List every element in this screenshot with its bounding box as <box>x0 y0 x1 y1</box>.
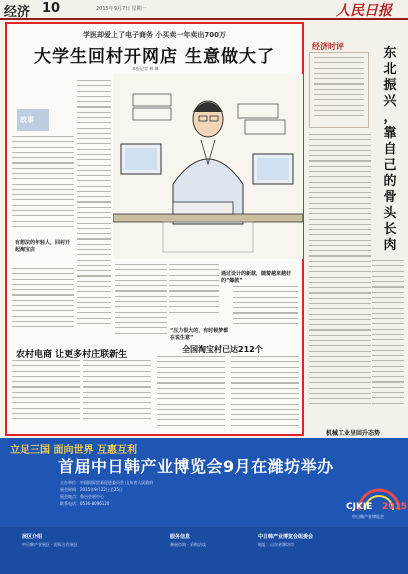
ad-info-block <box>60 480 320 508</box>
vertical-headline <box>378 46 402 254</box>
article-subhead-2: 全国淘宝村已达212个 <box>182 345 263 354</box>
article-byline: 本报记者 林 琳 <box>132 66 159 71</box>
article-text-col-10 <box>231 356 299 436</box>
ad-logo-year: 2015 <box>382 502 408 512</box>
headline-char: 自 <box>383 142 397 157</box>
article-text-col-4 <box>115 264 167 344</box>
side-headline: 机械工业呈回升态势 <box>326 430 381 437</box>
headline-char: 头 <box>383 206 397 221</box>
pull-quote-2: 通过设计的新款，随着越来越好的“爆款” <box>221 271 292 284</box>
ad-logo-subtitle: 中日韩产业博览会 <box>352 514 384 519</box>
ad-logo-text: CJKIE <box>346 502 373 512</box>
headline-char: 东 <box>383 46 397 61</box>
ad-title: 首届中日韩产业博览会9月在潍坊举办 <box>58 457 334 476</box>
article-text-col-6 <box>233 286 298 336</box>
pull-quote-3: “压力很大的，有时候梦都在说生意” <box>170 328 229 341</box>
featured-article-box <box>5 22 304 436</box>
opinion-column-box <box>309 52 369 128</box>
right-text-column <box>309 134 371 424</box>
headline-char: 长 <box>383 222 397 237</box>
article-text-col-1 <box>12 136 74 236</box>
article-text-col-3 <box>12 268 74 338</box>
headline-char: 的 <box>383 174 397 189</box>
headline-char: 靠 <box>383 126 397 141</box>
pull-quote-1: 有想法的年轻人，回村开起淘宝店 <box>15 240 71 253</box>
story-tag-label: 故事 <box>20 116 34 124</box>
article-text-col-5 <box>169 264 219 324</box>
page-number: 10 <box>42 1 61 16</box>
ad-footer-heading: 服务信息 <box>170 534 191 540</box>
article-text-col-2 <box>77 80 111 340</box>
ad-info-line: 联系电话：0536-8096120 <box>60 501 110 506</box>
issue-date: 2015年9月7日 星期一 <box>96 6 147 12</box>
ad-footer-text: 地址：山东省潍坊市 <box>258 542 294 547</box>
headline-char: ， <box>383 110 397 125</box>
article-illustration <box>113 74 303 259</box>
article-text-col-8 <box>83 360 151 430</box>
ad-footer-heading: 中日韩产业博览会组委会 <box>258 534 314 540</box>
opinion-column-title: 经济时评 <box>312 42 344 51</box>
headline-char: 振 <box>383 78 397 93</box>
headline-char: 己 <box>383 158 397 173</box>
headline-char: 北 <box>383 62 397 77</box>
headline-char: 骨 <box>383 190 397 205</box>
article-headline: 大学生回村开网店 生意做大了 <box>34 47 275 67</box>
article-text-col-7 <box>12 360 80 430</box>
ad-footer <box>0 527 408 574</box>
right-narrow-column <box>372 260 404 420</box>
ad-info-line: 主办单位：中国国际贸易促进委员会 山东省人民政府 <box>60 480 154 485</box>
article-text-col-9 <box>157 356 225 436</box>
ad-info-line: 展会时间：2015年9月22日至25日 <box>60 487 123 492</box>
headline-char: 肉 <box>383 238 397 253</box>
newspaper-masthead: 人民日报 <box>336 3 392 19</box>
ad-slogan: 立足三国 面向世界 互惠互利 <box>10 445 137 456</box>
section-label: 经济 <box>4 5 31 20</box>
ad-footer-text: 中日韩产业展区 · 国际合作展区 <box>22 542 78 547</box>
ad-footer-heading: 展区介绍 <box>22 534 43 540</box>
ad-info-line: 展会地点：鲁台会展中心 <box>60 494 104 499</box>
headline-char: 兴 <box>383 94 397 109</box>
article-kicker: 学医却爱上了电子商务 小买卖一年卖出700万 <box>82 31 227 39</box>
ad-footer-text: 参展咨询 · 采购洽谈 <box>170 542 206 547</box>
article-subhead: 农村电商 让更多村庄联新生 <box>16 350 128 360</box>
